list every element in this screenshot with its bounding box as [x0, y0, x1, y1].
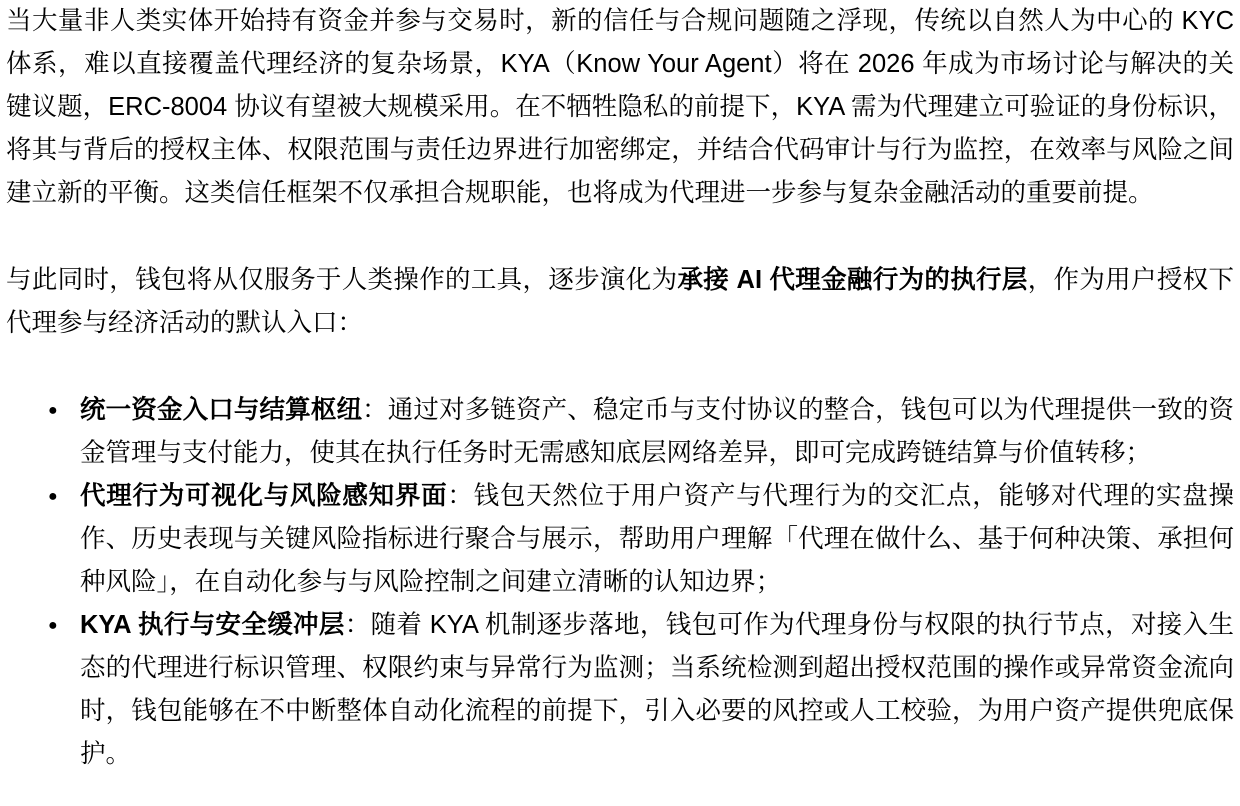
- list-item-lead: KYA 执行与安全缓冲层: [80, 611, 345, 639]
- paragraph-kya-text: 当大量非人类实体开始持有资金并参与交易时，新的信任与合规问题随之浮现，传统以自然人为中心的 KYC 体系，难以直接覆盖代理经济的复杂场景，KYA（Know Your Agent）将在 2026 年成为市场讨论与解决的关键议题，ERC-8004 协议有望被大规模采用。在不牺牲隐私的前提下，KYA 需为代理建立可验证的身份标识，将其与背后的授权主体、权限范围与责任边界进行加密绑定，并结合代码审计与行为监控，在效率与风险之间建立新的平衡。这类信任框架不仅承担合规职能，也将成为代理进一步参与复杂金融活动的重要前提。: [6, 7, 1234, 207]
- list-item-body: ：通过对多链资产、稳定币与支付协议的整合，钱包可以为代理提供一致的资金管理与支付能力，使其在执行任务时无需感知底层网络差异，即可完成跨链结算与价值转移；: [80, 396, 1234, 467]
- paragraph-wallet-text-1: 与此同时，钱包将从仅服务于人类操作的工具，逐步演化为: [6, 266, 678, 294]
- list-item: [6, 604, 1234, 776]
- list-spacer: [6, 345, 1234, 389]
- paragraph-spacer: [6, 215, 1234, 259]
- list-item-body: ：钱包天然位于用户资产与代理行为的交汇点，能够对代理的实盘操作、历史表现与关键风险指标进行聚合与展示，帮助用户理解「代理在做什么、基于何种决策、承担何种风险」，在自动化参与与风险控制之间建立清晰的认知边界；: [80, 482, 1234, 596]
- list-item-lead: 代理行为可视化与风险感知界面: [80, 482, 448, 510]
- paragraph-wallet-emphasis: 承接 AI 代理金融行为的执行层: [677, 266, 1028, 294]
- list-item: [6, 389, 1234, 475]
- paragraph-wallet-text-2: ，作为用户授权下代理参与经济活动的默认入口：: [6, 266, 1234, 337]
- paragraph-wallet: [6, 259, 1234, 345]
- paragraph-kya: [6, 0, 1234, 215]
- list-item-lead: 统一资金入口与结算枢纽: [80, 396, 363, 424]
- list-item-body: ：随着 KYA 机制逐步落地，钱包可作为代理身份与权限的执行节点，对接入生态的代理进行标识管理、权限约束与异常行为监测；当系统检测到超出授权范围的操作或异常资金流向时，钱包能够在不中断整体自动化流程的前提下，引入必要的风控或人工校验，为用户资产提供兜底保护。: [80, 611, 1234, 768]
- list-item: [6, 475, 1234, 604]
- wallet-capabilities-list: [6, 389, 1234, 776]
